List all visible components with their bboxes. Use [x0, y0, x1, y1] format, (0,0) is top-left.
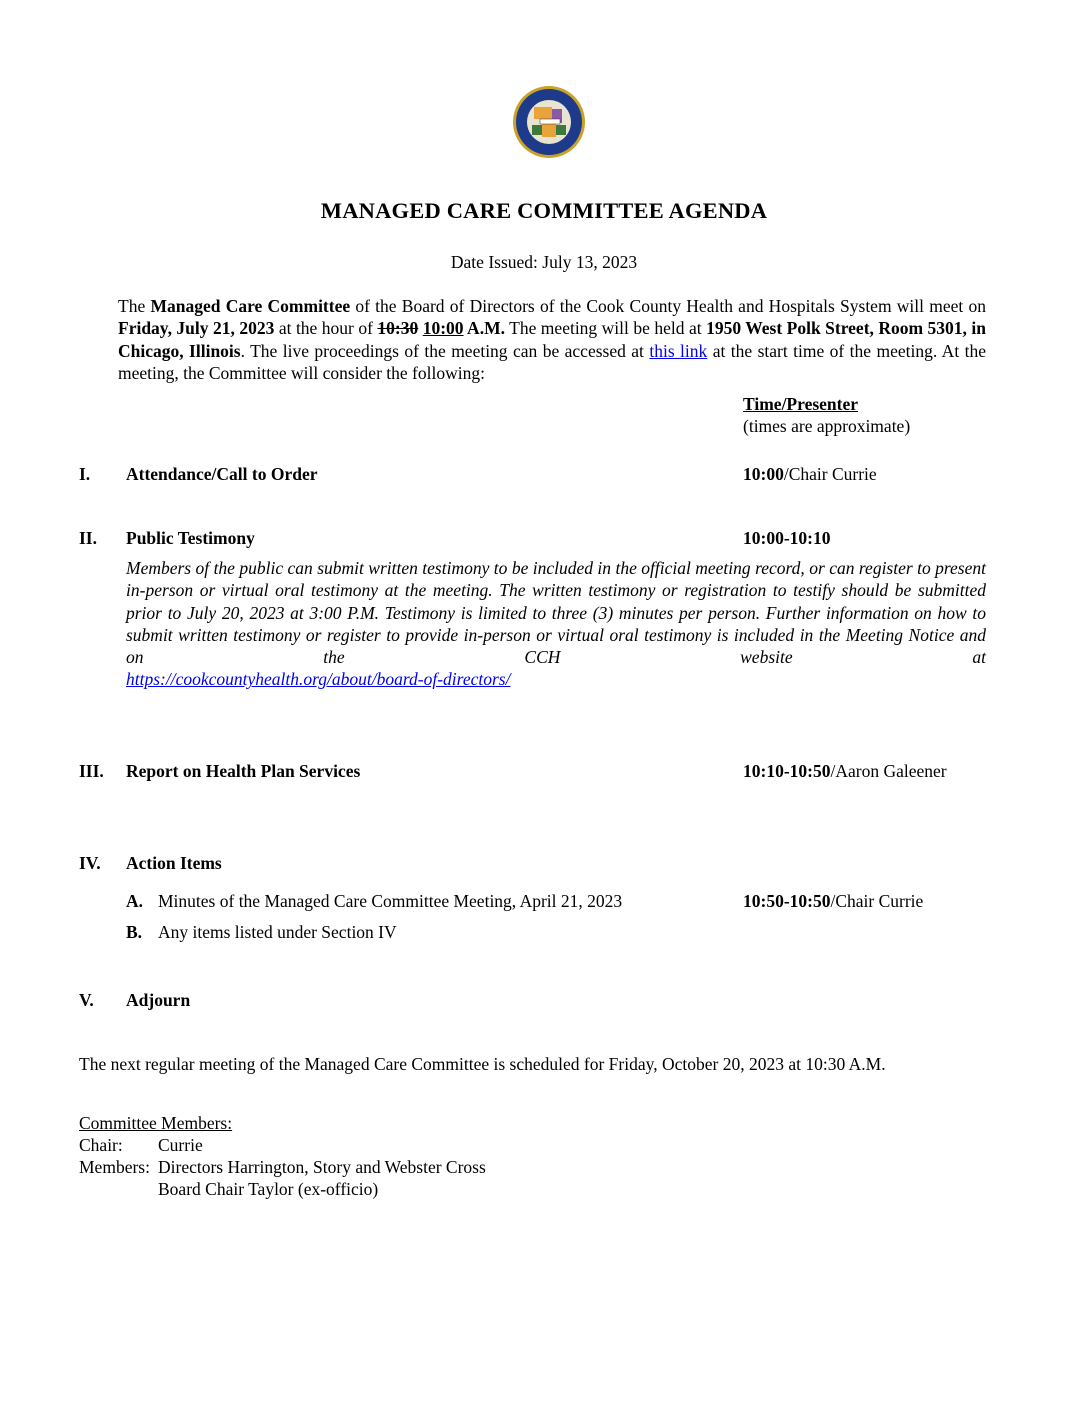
subitem-text: Minutes of the Managed Care Committee Meeting, April 21, 2023 — [158, 891, 623, 911]
members-list: Directors Harrington, Story and Webster Cross — [158, 1157, 486, 1177]
next-meeting-note: The next regular meeting of the Managed Care Committee is scheduled for Friday, October 20, 2023 at 10:30 A.M. — [79, 1054, 886, 1074]
item-number: III. — [79, 761, 104, 781]
agenda-item-title: Public Testimony — [126, 528, 255, 548]
board-of-directors-link[interactable]: https://cookcountyhealth.org/about/board-of-directors/ — [126, 669, 511, 690]
meeting-location: 1950 West Polk Street, Room 5301, in Chicago, Illinois — [118, 318, 987, 361]
date-issued: Date Issued: July 13, 2023 — [450, 252, 638, 272]
subitem-letter: B. — [126, 922, 143, 942]
page-title: MANAGED CARE COMMITTEE AGENDA — [320, 198, 768, 223]
subitem-time: 10:50-10:50/Chair Currie — [743, 891, 924, 911]
time-presenter-heading: Time/Presenter — [743, 394, 859, 414]
live-stream-link[interactable]: this link — [649, 340, 708, 361]
agenda-item-title: Attendance/Call to Order — [126, 464, 318, 484]
agenda-item-title: Adjourn — [126, 990, 191, 1010]
item-number: V. — [79, 990, 94, 1010]
subitem-text: Any items listed under Section IV — [158, 922, 397, 942]
committee-members-heading: Committee Members: — [79, 1113, 233, 1133]
chair-label: Chair: — [79, 1135, 123, 1155]
item-number: I. — [79, 464, 91, 484]
members-list-ex-officio: Board Chair Taylor (ex-officio) — [158, 1179, 379, 1199]
meeting-date: Friday, July 21, 2023 — [118, 318, 275, 339]
agenda-item-title: Action Items — [126, 853, 222, 873]
public-testimony-description: Members of the public can submit written testimony to be included in the official meeting record, or can register to present in-person or virtual oral testimony at the meeting. The written testimony or registration to testify should be submitted prior to July 20, 2023 at 3:00 P.M. Testimony is limited to three (3) minutes per person. Further information on how to submit written testimony or register to provide in-person or virtual oral testimony is included in the Meeting Notice and on the CCH website at https://cookcountyhealth.org/about/board-of-directors/ — [126, 558, 986, 690]
new-time: 10:00 — [422, 318, 464, 339]
committee-name: Managed Care Committee — [150, 296, 351, 316]
old-time: 10:30 — [377, 318, 419, 339]
agenda-item-time: 10:10-10:50/Aaron Galeener — [743, 761, 947, 781]
intro-paragraph: The Managed Care Committee of the Board of Directors of the Cook County Health and Hospitals System will meet on Friday, July 21, 2023 at the hour of 10:30 10:00 A.M. The meeting will be held at 1950 West Polk Street, Room 5301, in Chicago, Illinois. The live proceedings of the meeting can be accessed at this link at the start time of the meeting. At the meeting, the Committee will consider the following: — [118, 296, 987, 383]
item-number: IV. — [79, 853, 101, 873]
item-number: II. — [79, 528, 97, 548]
members-label: Members: — [79, 1157, 150, 1177]
chair-name: Currie — [158, 1135, 203, 1155]
agenda-item-title: Report on Health Plan Services — [126, 761, 361, 781]
agenda-item-time: 10:00-10:10 — [743, 528, 831, 548]
times-approximate-note: (times are approximate) — [743, 416, 911, 436]
subitem-letter: A. — [126, 891, 144, 911]
cook-county-seal-icon — [512, 85, 586, 159]
agenda-item-time: 10:00/Chair Currie — [743, 464, 877, 484]
